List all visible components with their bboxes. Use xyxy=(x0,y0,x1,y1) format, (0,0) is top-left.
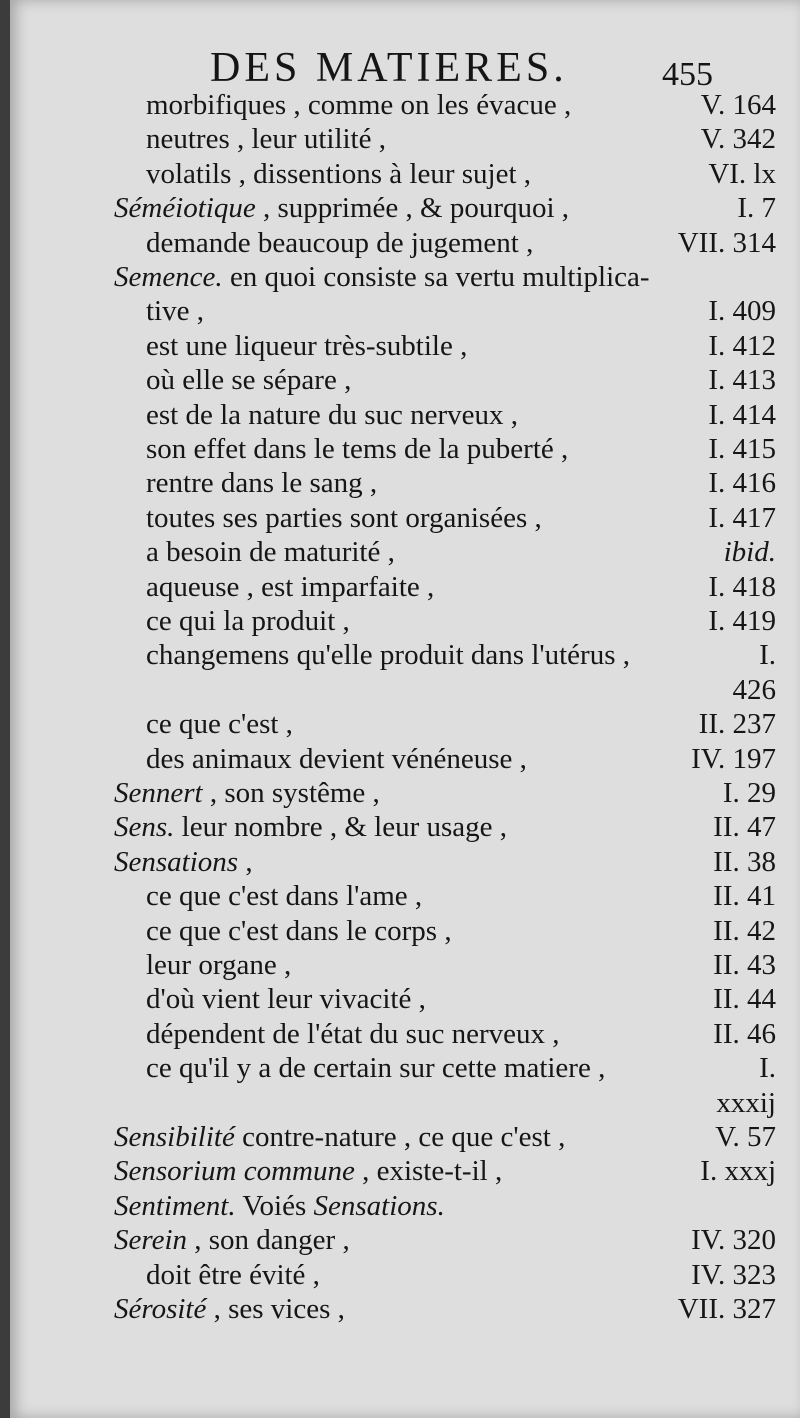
entry-text xyxy=(146,466,377,500)
entry-reference: I. 415 xyxy=(708,433,776,465)
index-entry xyxy=(10,879,800,913)
entry-reference: II. 237 xyxy=(698,708,776,741)
index-entry xyxy=(10,466,800,500)
entry-description: changemens qu'elle produit dans l'utérus , xyxy=(146,639,630,672)
entry-text xyxy=(114,1120,565,1154)
entry-reference: I. 7 xyxy=(737,192,776,225)
entry-reference: IV. 197 xyxy=(691,742,776,775)
entry-description: leur nombre , & leur usage , xyxy=(174,811,508,844)
index-entry xyxy=(10,570,800,604)
entry-text xyxy=(146,398,518,432)
entry-description: d'où vient leur vivacité , xyxy=(146,983,426,1016)
index-entry xyxy=(10,776,800,810)
entry-term: Sentiment. xyxy=(114,1189,236,1222)
entry-reference: 426 xyxy=(732,673,776,706)
entry-description: aqueuse , est imparfaite , xyxy=(146,570,435,603)
entry-reference: I. 413 xyxy=(708,364,776,397)
entry-term: Séméiotique xyxy=(114,192,256,225)
entry-text xyxy=(114,260,650,294)
index-entry xyxy=(10,398,800,432)
entry-reference: II. 41 xyxy=(713,880,776,913)
entry-text xyxy=(114,810,507,844)
book-page xyxy=(10,0,800,1418)
entry-description: tive , xyxy=(146,295,204,328)
entry-reference: V. 164 xyxy=(700,89,776,121)
entry-term: Sens. xyxy=(114,811,175,844)
entry-reference: II. 43 xyxy=(713,949,776,981)
entry-text xyxy=(114,776,380,810)
entry-description: neutres , leur utilité , xyxy=(146,123,386,156)
index-entry xyxy=(10,1292,800,1326)
index-entry xyxy=(10,810,800,844)
index-entry xyxy=(10,638,800,672)
entry-text xyxy=(146,1258,320,1292)
entry-reference: V. 57 xyxy=(715,1121,776,1153)
entry-reference: I. 412 xyxy=(708,329,776,362)
entry-text xyxy=(114,1223,350,1257)
entry-text xyxy=(146,535,395,569)
entry-text xyxy=(146,1017,560,1051)
entry-text xyxy=(146,948,291,982)
entry-reference: VII. 327 xyxy=(677,1293,776,1325)
entry-term: Sérosité xyxy=(114,1293,207,1325)
entry-text xyxy=(114,845,253,879)
index-entry xyxy=(10,1120,800,1154)
entry-text xyxy=(146,742,527,776)
index-entry xyxy=(10,845,800,879)
entry-description: demande beaucoup de jugement , xyxy=(146,226,534,259)
entry-term: Semence. xyxy=(114,261,223,293)
entry-term: Sensibilité xyxy=(114,1121,235,1153)
index-entry xyxy=(10,501,800,535)
entry-reference: I. 417 xyxy=(708,501,776,534)
entry-description: , son danger , xyxy=(187,1224,350,1257)
entry-text xyxy=(146,879,422,913)
index-entry xyxy=(10,1086,800,1120)
entry-description: dépendent de l'état du suc nerveux , xyxy=(146,1017,560,1050)
entry-reference: I. xxxj xyxy=(700,1155,776,1188)
entry-text xyxy=(114,191,569,225)
index-entry xyxy=(10,914,800,948)
entry-text xyxy=(146,982,426,1016)
entry-description: ce que c'est dans l'ame , xyxy=(146,880,423,913)
entry-description: contre-nature , ce que c'est , xyxy=(234,1121,566,1153)
index-entry xyxy=(10,157,800,191)
entry-reference: IV. 320 xyxy=(691,1224,776,1257)
entry-reference: I. xyxy=(759,1052,776,1085)
entry-term: Sennert xyxy=(114,777,203,809)
entry-text xyxy=(146,638,630,672)
index-entry xyxy=(10,191,800,225)
entry-text xyxy=(146,501,542,535)
index-entry xyxy=(10,1051,800,1085)
entry-text xyxy=(146,707,293,741)
entry-text xyxy=(146,329,467,363)
entry-description: rentre dans le sang , xyxy=(146,467,378,500)
entry-description: a besoin de maturité , xyxy=(146,536,395,569)
entry-text xyxy=(146,226,533,260)
index-entry xyxy=(10,982,800,1016)
entry-reference: II. 38 xyxy=(713,845,776,878)
entry-description: ce que c'est dans le corps , xyxy=(146,914,452,947)
entry-reference: I. 29 xyxy=(722,777,776,809)
entry-reference: xxxij xyxy=(716,1086,776,1119)
entry-description: Voiés xyxy=(235,1189,314,1222)
entry-description: , xyxy=(238,845,253,878)
entry-text xyxy=(146,604,350,638)
index-entry xyxy=(10,363,800,397)
entry-description: toutes ses parties sont organisées , xyxy=(146,501,542,534)
entry-description: , son systême , xyxy=(202,777,380,809)
index-entry xyxy=(10,673,800,707)
index-entries xyxy=(10,0,800,1418)
entry-description: doit être évité , xyxy=(146,1258,320,1291)
entry-reference: II. 47 xyxy=(713,811,776,844)
entry-term: Sensations xyxy=(114,845,239,878)
entry-description: en quoi consiste sa vertu multiplica- xyxy=(222,261,650,293)
entry-description: volatils , dissentions à leur sujet , xyxy=(146,157,532,190)
index-entry xyxy=(10,122,800,156)
page-number: 455 xyxy=(662,56,713,93)
entry-cross-reference: Sensations. xyxy=(313,1189,445,1222)
entry-text xyxy=(146,914,452,948)
entry-reference: ibid. xyxy=(723,536,776,569)
entry-reference: VI. lx xyxy=(708,157,776,190)
entry-description: ce qui la produit , xyxy=(146,605,350,637)
index-entry xyxy=(10,948,800,982)
index-entry xyxy=(10,742,800,776)
index-entry xyxy=(10,226,800,260)
index-entry xyxy=(10,1154,800,1188)
entry-description: leur organe , xyxy=(146,949,292,981)
entry-text xyxy=(146,570,434,604)
entry-text xyxy=(146,122,386,156)
index-entry xyxy=(10,1223,800,1257)
entry-reference: I. 414 xyxy=(708,398,776,431)
entry-reference: I. xyxy=(759,639,776,672)
entry-term: Sensorium commune xyxy=(114,1155,355,1188)
entry-reference: I. 419 xyxy=(708,605,776,637)
entry-text xyxy=(114,1154,502,1188)
entry-reference: II. 46 xyxy=(713,1017,776,1050)
entry-term: Serein xyxy=(114,1224,188,1257)
index-entry xyxy=(10,1017,800,1051)
entry-reference: I. 418 xyxy=(708,570,776,603)
entry-reference: V. 342 xyxy=(700,123,776,156)
index-entry xyxy=(10,329,800,363)
entry-reference: II. 44 xyxy=(713,983,776,1016)
index-entry xyxy=(10,707,800,741)
entry-description: des animaux devient vénéneuse , xyxy=(146,742,527,775)
entry-description: est de la nature du suc nerveux , xyxy=(146,398,519,431)
running-head: DES MATIERES. xyxy=(210,45,568,91)
entry-description: ce qu'il y a de certain sur cette matiere , xyxy=(146,1052,606,1085)
entry-description: morbifiques , comme on les évacue , xyxy=(146,89,572,121)
entry-text xyxy=(146,432,568,466)
entry-description: son effet dans le tems de la puberté , xyxy=(146,433,569,465)
entry-reference: I. 416 xyxy=(708,467,776,500)
index-entry xyxy=(10,604,800,638)
index-entry xyxy=(10,260,800,294)
entry-text xyxy=(146,88,571,122)
entry-text xyxy=(146,1051,605,1085)
entry-description: ce que c'est , xyxy=(146,708,293,741)
index-entry xyxy=(10,1189,800,1223)
entry-text xyxy=(146,363,351,397)
entry-reference: IV. 323 xyxy=(691,1258,776,1291)
entry-reference: I. 409 xyxy=(708,295,776,328)
index-entry xyxy=(10,294,800,328)
entry-description: , existe-t-il , xyxy=(354,1155,503,1188)
entry-text xyxy=(146,157,531,191)
entry-description: est une liqueur très-subtile , xyxy=(146,329,468,362)
entry-text xyxy=(146,294,204,328)
entry-text xyxy=(114,1189,445,1223)
index-entry xyxy=(10,1258,800,1292)
index-entry xyxy=(10,535,800,569)
entry-description: où elle se sépare , xyxy=(146,364,352,397)
entry-text xyxy=(114,1292,345,1326)
entry-reference: VII. 314 xyxy=(677,226,776,259)
entry-description: , supprimée , & pourquoi , xyxy=(255,192,570,225)
entry-description: , ses vices , xyxy=(206,1293,345,1325)
entry-reference: II. 42 xyxy=(713,914,776,947)
index-entry xyxy=(10,88,800,122)
index-entry xyxy=(10,432,800,466)
